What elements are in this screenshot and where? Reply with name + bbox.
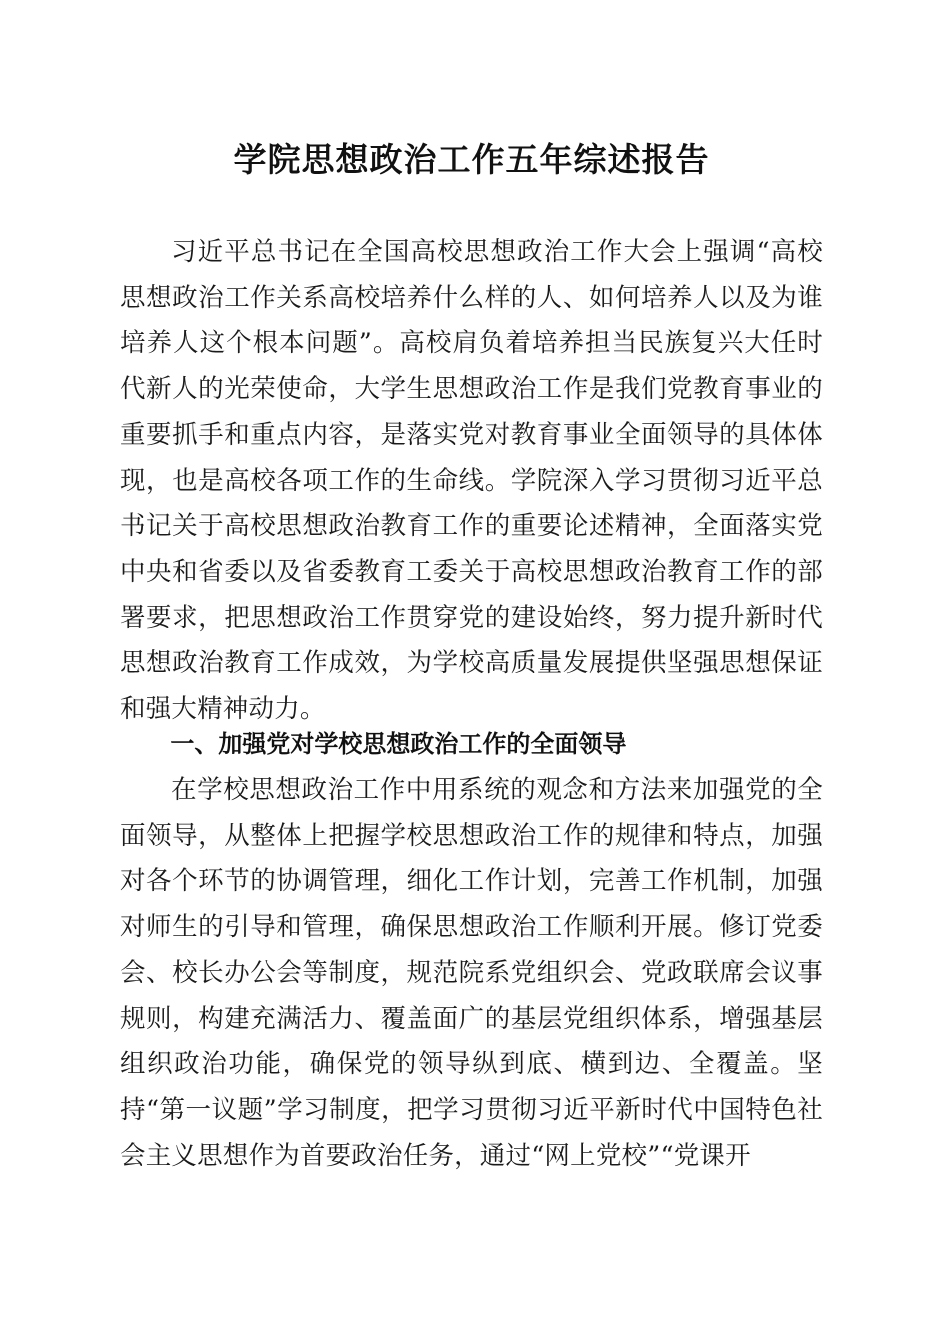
section-heading: 一、加强党对学校思想政治工作的全面领导 [170,730,627,758]
document-title: 学院思想政治工作五年综述报告 [233,140,710,179]
intro-paragraph: 习近平总书记在全国高校思想政治工作大会上强调“高校思想政治工作关系高校培养什么样的人、如何培养人以及为谁培养人这个根本问题”。高校肩负着培养担当民族复兴大任时代新人的光荣使命，大学生思想政治工作是我们党教育事业的重要抓手和重点内容，是落实党对教育事业全面领导的具体体现，也是高校各项工作的生命线。学院深入学习贯彻习近平总书记关于高校思想政治教育工作的重要论述精神，全面落实党中央和省委以及省委教育工委关于高校思想政治教育工作的部署要求，把思想政治工作贯穿党的建设始终，努力提升新时代思想政治教育工作成效，为学校高质量发展提供坚强思想保证和强大精神动力。 [120,237,823,725]
section-paragraph: 在学校思想政治工作中用系统的观念和方法来加强党的全面领导，从整体上把握学校思想政治工作的规律和特点，加强对各个环节的协调管理，细化工作计划，完善工作机制，加强对师生的引导和管理，确保思想政治工作顺利开展。修订党委会、校长办公会等制度，规范院系党组织会、党政联席会议事规则，构建充满活力、覆盖面广的基层党组织体系，增强基层组织政治功能，确保党的领导纵到底、横到边、全覆盖。坚持“第一议题”学习制度，把学习贯彻习近平新时代中国特色社会主义思想作为首要政治任务，通过“网上党校”“党课开 [120,775,823,1171]
